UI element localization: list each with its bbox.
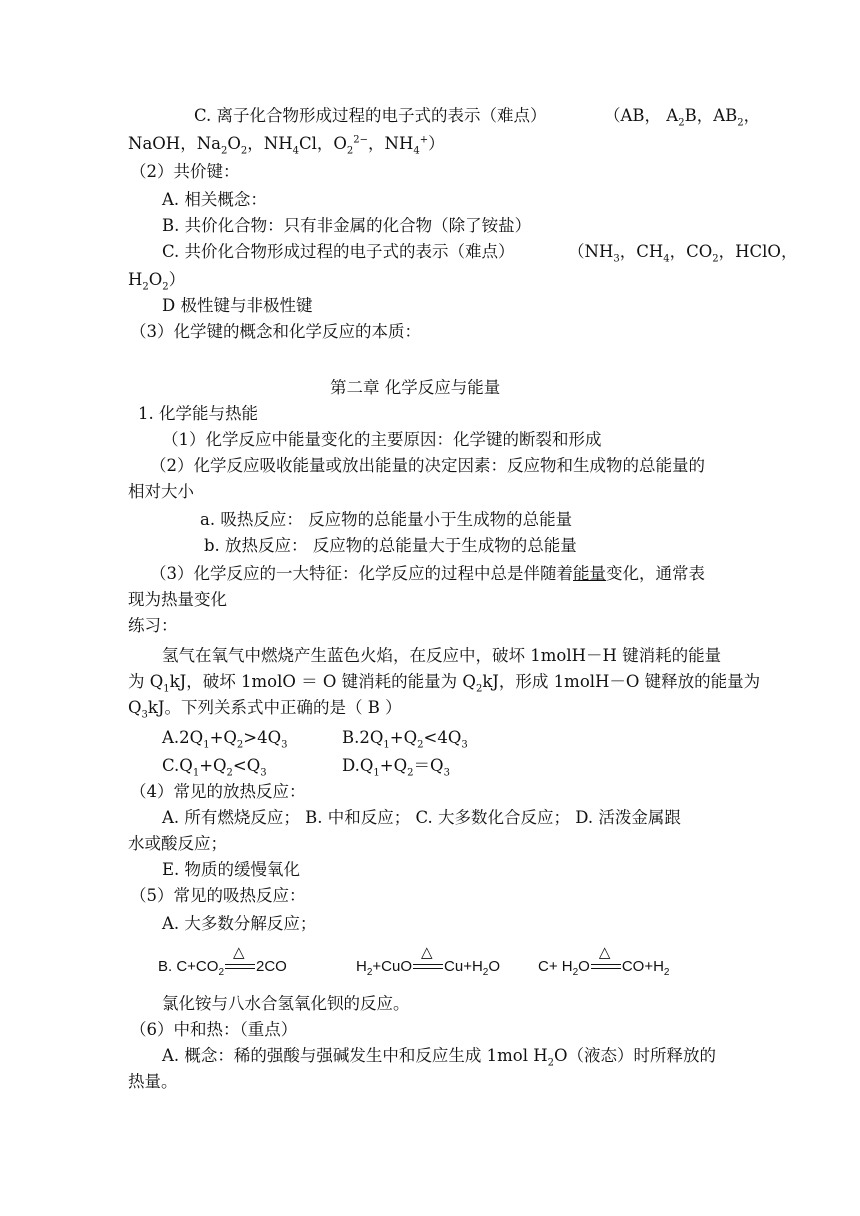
reaction-arrow-icon: △ [413, 960, 443, 974]
text-line: （6）中和热：（重点） [130, 1020, 298, 1039]
text-line: 练习： [128, 616, 178, 635]
text-line: 现为热量变化 [128, 590, 227, 609]
text-line: 氢气在氧气中燃烧产生蓝色火焰，在反应中，破坏 1molH－H 键消耗的能量 [162, 646, 722, 665]
text-line: 相对大小 [128, 482, 194, 501]
text-line: b. 放热反应： 反应物的总能量大于生成物的总能量 [204, 536, 577, 555]
text-line: （4）常见的放热反应： [130, 782, 306, 801]
text-line: E. 物质的缓慢氧化 [162, 860, 301, 879]
option-c: $C.Q_1+Q_2<Q_3$ [162, 756, 267, 779]
text-line: a. 吸热反应： 反应物的总能量小于生成物的总能量 [200, 510, 573, 529]
text-line: （3）化学键的概念和化学反应的本质： [130, 322, 421, 341]
reaction-arrow-icon: △ [225, 960, 255, 974]
option-b: $B.2Q_1+Q_2<4Q_3$ [342, 728, 468, 751]
text-line: A. 大多数分解反应； [162, 914, 317, 933]
text-line: B. 共价化合物：只有非金属的化合物（除了铵盐） [162, 216, 532, 235]
chapter-heading: 第二章 化学反应与能量 [330, 378, 501, 397]
text-line: 1. 化学能与热能 [138, 404, 258, 423]
text-line: D 极性键与非极性键 [162, 296, 313, 315]
text-line: 氯化铵与八水合氢氧化钡的反应。 [162, 994, 410, 1013]
text-line: $H_2O_2$） [128, 270, 186, 293]
text-line: （1）化学反应中能量变化的主要原因：化学键的断裂和形成 [162, 430, 602, 449]
text-line: 热量。 [128, 1072, 178, 1091]
text-line: C. 离子化合物形成过程的电子式的表示（难点） [194, 106, 547, 125]
text-line: A. 概念：稀的强酸与强碱发生中和反应生成 1mol $H_2O$（液态）时所释放的 [162, 1046, 717, 1069]
option-d: $D.Q_1+Q_2=Q_3$ [342, 756, 450, 779]
reaction-arrow-icon: △ [591, 960, 621, 974]
text-line: $Q_3kJ$。下列关系式中正确的是（ B ） [128, 698, 402, 721]
text-line: A. 相关概念： [162, 190, 267, 209]
equation-1: B. $C+CO_2$ △ 2CO [158, 944, 287, 978]
text-line: 为 $Q_1kJ$，破坏 1molO ＝ O 键消耗的能量为 $Q_2kJ$，形成 1molH－O 键释放的能量为 [128, 672, 761, 695]
text-line: （5）常见的吸热反应： [130, 886, 306, 905]
text-line: （$NH_3$，$CH_4$，$CO_2$，HClO， [568, 242, 798, 265]
text-line: C. 共价化合物形成过程的电子式的表示（难点） [162, 242, 515, 261]
text-line: A. 所有燃烧反应； B. 中和反应； C. 大多数化合反应； D. 活泼金属跟 [162, 808, 681, 827]
text-line: 水或酸反应； [128, 834, 227, 853]
text-line: NaOH，$Na_2O_2$，$NH_4Cl$，$O_2^{2-}$，$NH_4^+$） [128, 134, 445, 157]
text-line: （3）化学反应的一大特征：化学反应的过程中总是伴随着能量变化，通常表 [150, 564, 705, 583]
equation-2: $H_2+CuO$ △ $Cu+H_2O$ [356, 944, 501, 978]
text-line: （2）共价键： [130, 162, 240, 181]
equation-3: $C+ H_2O$ △ $CO+H_2$ [538, 944, 670, 978]
text-line: （AB， $A_2B$，$AB_2$， [604, 106, 761, 129]
option-a: $A.2Q_1+Q_2>4Q_3$ [162, 728, 288, 751]
text-line: （2）化学反应吸收能量或放出能量的决定因素：反应物和生成物的总能量的 [150, 456, 705, 475]
